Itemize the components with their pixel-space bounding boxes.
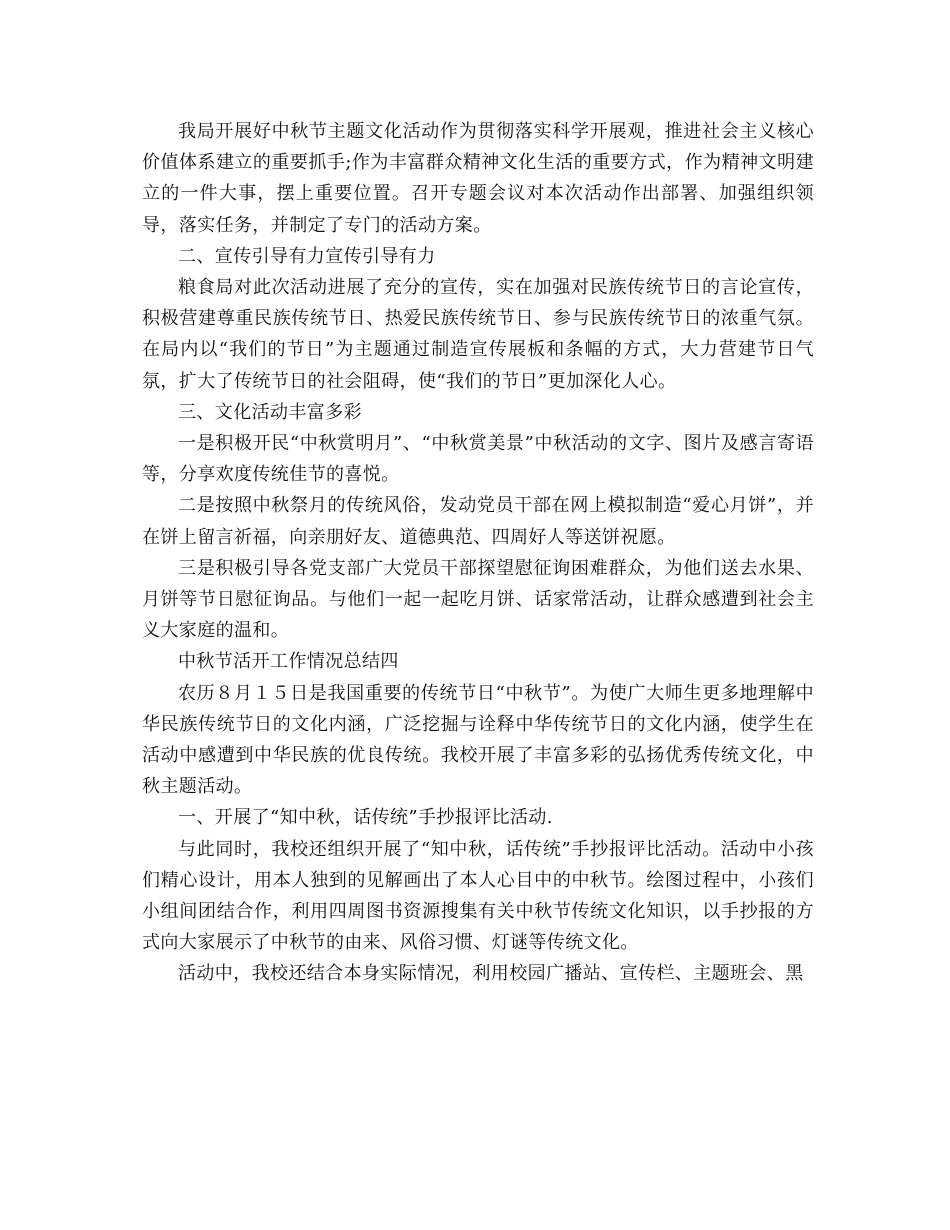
body-paragraph: 农历８月１５日是我国重要的传统节日“中秋节”。为使广大师生更多地理解中华民族传统节日的文化内涵，广泛挖掘与诠释中华传统节日的文化内涵，使学生在活动中感遭到中华民族的优良传统。我校开展了丰富多彩的弘扬优秀传统文化，中秋主题活动。 [142,682,814,798]
section-heading: 一、开展了“知中秋，话传统”手抄报评比活动. [178,807,553,829]
section-heading: 二、宣传引导有力宣传引导有力 [178,245,436,267]
document-body [142,116,814,990]
body-paragraph: 与此同时，我校还组织开展了“知中秋，话传统”手抄报评比活动。活动中小孩们精心设计，用本人独到的见解画出了本人心目中的中秋节。绘图过程中，小孩们小组间团结合作，利用四周图书资源搜集有关中秋节传统文化知识，以手抄报的方式向大家展示了中秋节的由来、风俗习惯、灯谜等传统文化。 [142,838,814,954]
section-heading: 三、文化活动丰富多彩 [178,401,362,423]
body-paragraph: 我局开展好中秋节主题文化活动作为贯彻落实科学开展观，推进社会主义核心价值体系建立的重要抓手;作为丰富群众精神文化生活的重要方式，作为精神文明建立的一件大事，摆上重要位置。召开专题会议对本次活动作出部署、加强组织领导，落实任务，并制定了专门的活动方案。 [142,121,814,236]
body-paragraph: 三是积极引导各党支部广大党员干部探望慰征询困难群众，为他们送去水果、月饼等节日慰征询品。与他们一起一起吃月饼、话家常活动，让群众感遭到社会主义大家庭的温和。 [142,557,814,642]
body-paragraph: 粮食局对此次活动进展了充分的宣传，实在加强对民族传统节日的言论宣传，积极营建尊重民族传统节日、热爱民族传统节日、参与民族传统节日的浓重气氛。在局内以“我们的节日”为主题通过制造宣传展板和条幅的方式，大力营建节日气氛，扩大了传统节日的社会阻碍，使“我们的节日”更加深化人心。 [142,277,814,392]
body-paragraph: 一是积极开民“中秋赏明月”、“中秋赏美景”中秋活动的文字、图片及感言寄语等，分享欢度传统佳节的喜悦。 [142,433,814,486]
section-heading: 中秋节活开工作情况总结四 [178,651,399,673]
body-paragraph: 二是按照中秋祭月的传统风俗，发动党员干部在网上模拟制造“爱心月饼”，并在饼上留言祈福，向亲朋好友、道德典范、四周好人等送饼祝愿。 [142,495,814,548]
body-paragraph: 活动中，我校还结合本身实际情况，利用校园广播站、宣传栏、主题班会、黑 [178,963,804,985]
